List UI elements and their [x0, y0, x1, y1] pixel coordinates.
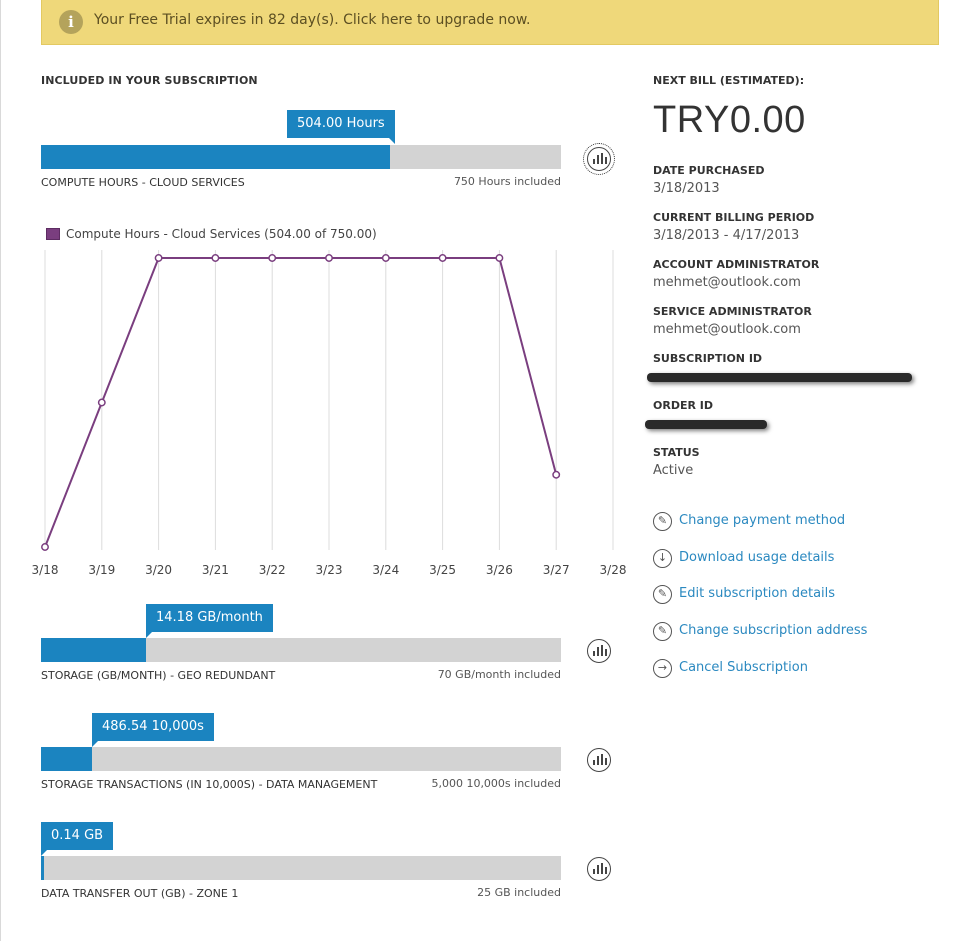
chart-data-point[interactable]	[155, 255, 161, 261]
info-value: mehmet@outlook.com	[653, 275, 801, 290]
usage-bar-fill	[41, 145, 390, 169]
usage-meter-data-transfer	[41, 822, 561, 902]
chart-x-tick-label: 3/23	[315, 563, 343, 577]
chart-series-line	[45, 258, 556, 547]
chart-data-point[interactable]	[439, 255, 445, 261]
usage-callout: 504.00 Hours	[287, 110, 395, 138]
compute-hours-line-chart	[0, 220, 640, 585]
usage-callout: 486.54 10,000s	[92, 713, 214, 741]
trial-banner-text: Your Free Trial expires in 82 day(s). Click here to upgrade now.	[94, 12, 531, 28]
chart-x-tick-label: 3/21	[201, 563, 229, 577]
chart-x-tick-label: 3/22	[258, 563, 286, 577]
info-label: ORDER ID	[653, 399, 713, 412]
action-label: Change subscription address	[679, 623, 868, 638]
trial-banner[interactable]	[41, 0, 939, 45]
usage-meter-included: 750 Hours included	[453, 175, 561, 188]
chart-data-point[interactable]	[269, 255, 275, 261]
usage-bar-fill	[41, 638, 146, 662]
info-label: CURRENT BILLING PERIOD	[653, 211, 815, 224]
info-label: STATUS	[653, 446, 700, 459]
arrow-right-icon: →	[653, 659, 672, 678]
usage-meter-label: STORAGE TRANSACTIONS (IN 10,000S) - DATA MANAGEMENT	[41, 778, 378, 791]
info-value: mehmet@outlook.com	[653, 322, 801, 337]
usage-meter-storage-transactions	[41, 713, 561, 793]
chart-x-tick-label: 3/24	[372, 563, 400, 577]
account-administrator	[653, 258, 819, 290]
chart-data-point[interactable]	[212, 255, 218, 261]
usage-bar	[41, 638, 561, 662]
download-icon: ↓	[653, 549, 672, 568]
chart-x-tick-label: 3/20	[145, 563, 173, 577]
next-bill-amount: TRY0.00	[653, 99, 806, 141]
order-id	[653, 399, 767, 429]
usage-bar	[41, 747, 561, 771]
usage-meter-label: COMPUTE HOURS - CLOUD SERVICES	[41, 176, 245, 189]
pencil-icon: ✎	[653, 585, 672, 604]
usage-bar-fill	[41, 856, 44, 880]
section-title: INCLUDED IN YOUR SUBSCRIPTION	[41, 74, 258, 87]
show-chart-button-compute-hours[interactable]	[587, 147, 611, 171]
usage-bar	[41, 145, 561, 169]
chart-data-point[interactable]	[99, 399, 105, 405]
info-label: SUBSCRIPTION ID	[653, 352, 763, 365]
usage-bar-fill	[41, 747, 92, 771]
info-value: 3/18/2013 - 4/17/2013	[653, 228, 800, 243]
usage-meter-included: 5,000 10,000s included	[431, 777, 561, 790]
chart-x-tick-label: 3/25	[429, 563, 457, 577]
usage-meter-compute-hours	[41, 110, 561, 190]
info-label: SERVICE ADMINISTRATOR	[653, 305, 812, 318]
chart-x-tick-label: 3/18	[31, 563, 59, 577]
info-value: 3/18/2013	[653, 181, 720, 196]
show-chart-button-data-transfer[interactable]	[587, 857, 611, 881]
redacted-value	[647, 373, 912, 382]
action-label: Download usage details	[679, 550, 835, 565]
usage-meter-included: 70 GB/month included	[437, 668, 561, 681]
status-value: Active	[653, 463, 694, 478]
action-label: Change payment method	[679, 513, 846, 528]
show-chart-button-storage[interactable]	[587, 639, 611, 663]
chart-x-tick-label: 3/19	[88, 563, 116, 577]
pencil-icon: ✎	[653, 622, 672, 641]
chart-data-point[interactable]	[496, 255, 502, 261]
usage-callout: 14.18 GB/month	[146, 604, 273, 632]
usage-meter-storage	[41, 604, 561, 684]
action-label: Edit subscription details	[679, 586, 836, 601]
chart-data-point[interactable]	[383, 255, 389, 261]
usage-bar	[41, 856, 561, 880]
usage-callout: 0.14 GB	[41, 822, 113, 850]
billing-period	[653, 211, 814, 243]
info-icon: i	[59, 10, 83, 34]
info-label: ACCOUNT ADMINISTRATOR	[653, 258, 820, 271]
pencil-icon: ✎	[653, 512, 672, 531]
chart-x-tick-label: 3/27	[542, 563, 570, 577]
show-chart-button-storage-transactions[interactable]	[587, 748, 611, 772]
action-label: Cancel Subscription	[679, 660, 808, 675]
usage-meter-included: 25 GB included	[477, 886, 561, 899]
chart-x-tick-label: 3/26	[485, 563, 513, 577]
next-bill-label: NEXT BILL (ESTIMATED):	[653, 74, 805, 87]
date-purchased	[653, 164, 764, 196]
usage-meter-label: DATA TRANSFER OUT (GB) - ZONE 1	[41, 887, 239, 900]
chart-x-tick-label: 3/28	[599, 563, 627, 577]
billing-summary	[653, 74, 953, 142]
usage-meter-label: STORAGE (GB/MONTH) - GEO REDUNDANT	[41, 669, 276, 682]
chart-data-point[interactable]	[553, 472, 559, 478]
chart-data-point[interactable]	[42, 544, 48, 550]
service-administrator	[653, 305, 812, 337]
status	[653, 446, 700, 478]
info-label: DATE PURCHASED	[653, 164, 765, 177]
redacted-value	[645, 420, 767, 429]
chart-data-point[interactable]	[326, 255, 332, 261]
subscription-id	[653, 352, 912, 382]
chart-legend-label: Compute Hours - Cloud Services (504.00 of 750.00)	[66, 227, 377, 241]
